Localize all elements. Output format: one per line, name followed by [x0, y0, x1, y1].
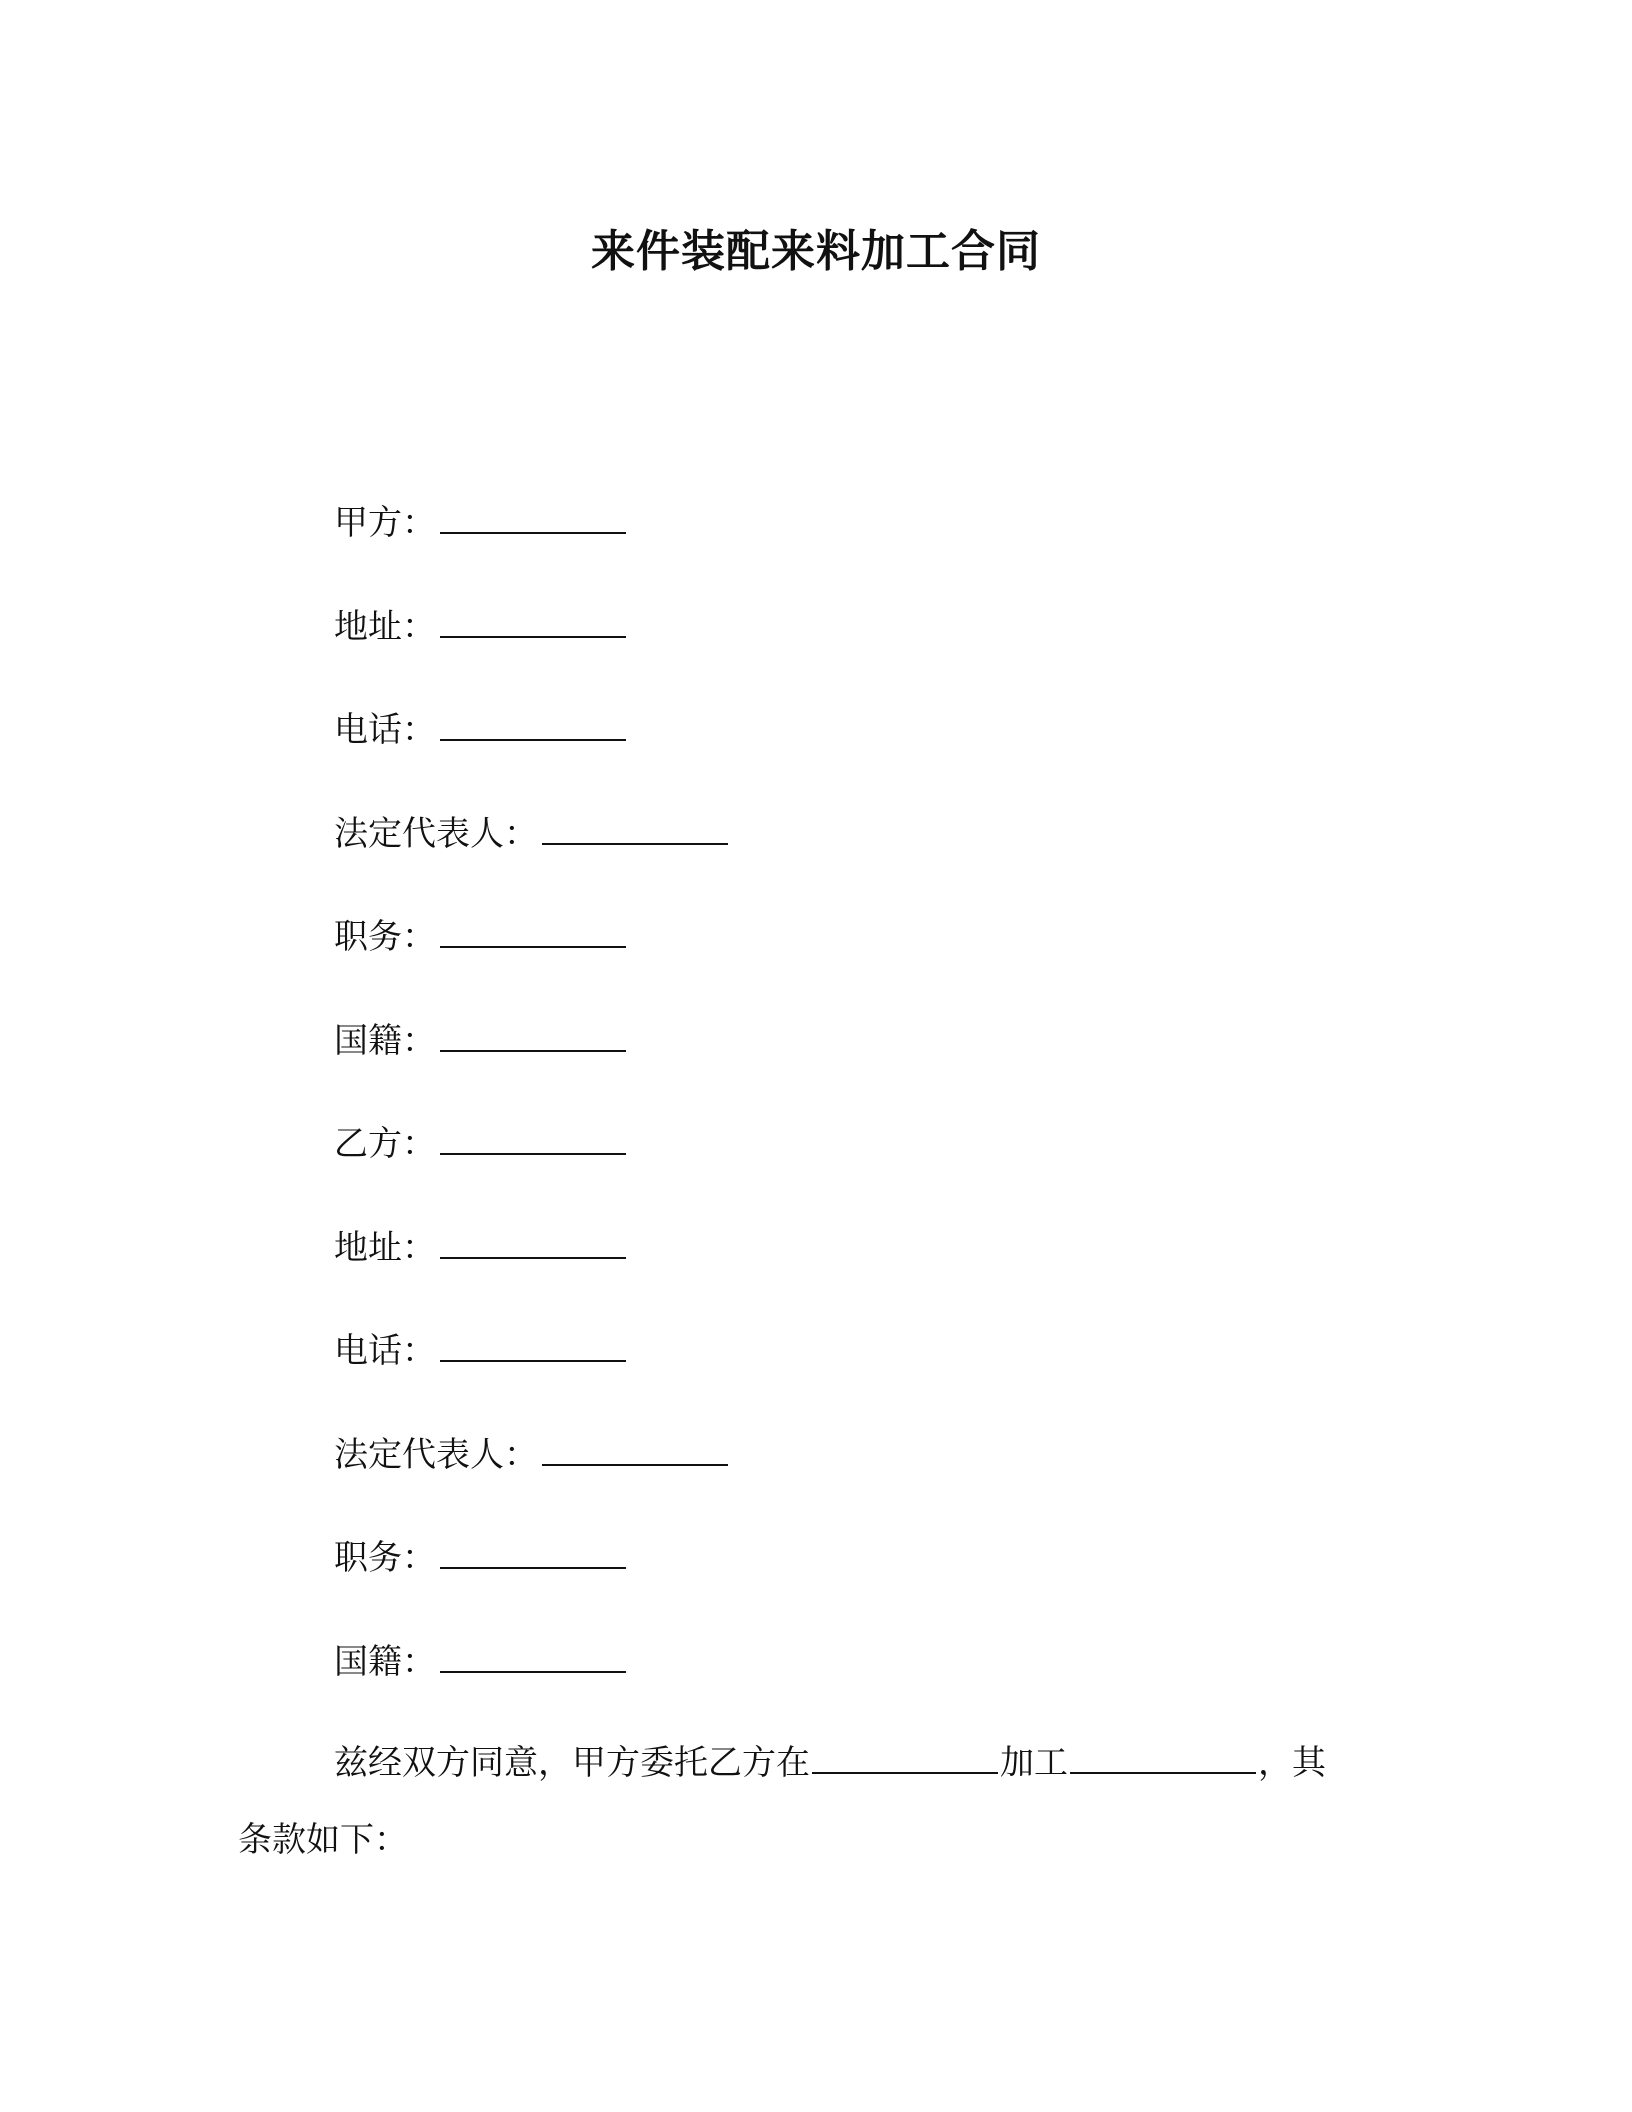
field-label: 乙方： [334, 1124, 436, 1164]
field-label: 国籍： [334, 1020, 436, 1061]
field-row-party-b-address [334, 1215, 1434, 1319]
blank-line [440, 1215, 626, 1259]
blank-line [440, 1111, 626, 1155]
field-label: 电话： [334, 1331, 436, 1371]
blank-line [440, 697, 626, 741]
blank-line [440, 490, 626, 534]
blank-line [440, 904, 626, 948]
field-label: 职务： [334, 917, 436, 957]
field-row-party-b-phone [334, 1318, 1434, 1422]
blank-line [440, 1525, 626, 1569]
field-row-party-b-nationality [334, 1629, 1434, 1733]
blank-line [440, 1318, 626, 1362]
agreement-text-part2: 加工 [1000, 1743, 1068, 1783]
field-label: 电话： [334, 710, 436, 750]
field-row-party-a-legal-rep [334, 801, 1434, 905]
field-label: 国籍： [334, 1641, 436, 1682]
agreement-text-part3: ，其 [1258, 1743, 1326, 1783]
document-title: 来件装配来料加工合同 [591, 226, 1041, 277]
field-row-party-b [334, 1111, 1434, 1215]
field-row-party-a-nationality [334, 1008, 1434, 1112]
blank-line [440, 594, 626, 638]
field-label: 甲方： [334, 503, 436, 543]
field-label: 法定代表人： [334, 1434, 538, 1475]
blank-line [542, 1422, 728, 1466]
field-label: 地址： [334, 1227, 436, 1268]
blank-line [440, 1629, 626, 1673]
agreement-text-part1: 兹经双方同意，甲方委托乙方在 [334, 1743, 810, 1783]
field-row-party-b-position [334, 1525, 1434, 1629]
field-row-party-b-legal-rep [334, 1422, 1434, 1526]
field-label: 地址： [334, 606, 436, 647]
blank-line [440, 1008, 626, 1052]
blank-line [542, 801, 728, 845]
agreement-paragraph [238, 1730, 1378, 1870]
party-fields [334, 490, 1434, 1732]
agreement-line-2: 条款如下： [238, 1820, 408, 1860]
field-row-party-a [334, 490, 1434, 594]
blank-line [1070, 1730, 1256, 1774]
agreement-line-1 [238, 1730, 1378, 1810]
field-row-party-a-position [334, 904, 1434, 1008]
field-row-party-a-phone [334, 697, 1434, 801]
field-label: 职务： [334, 1538, 436, 1578]
field-row-party-a-address [334, 594, 1434, 698]
field-label: 法定代表人： [334, 813, 538, 854]
blank-line [812, 1730, 998, 1774]
